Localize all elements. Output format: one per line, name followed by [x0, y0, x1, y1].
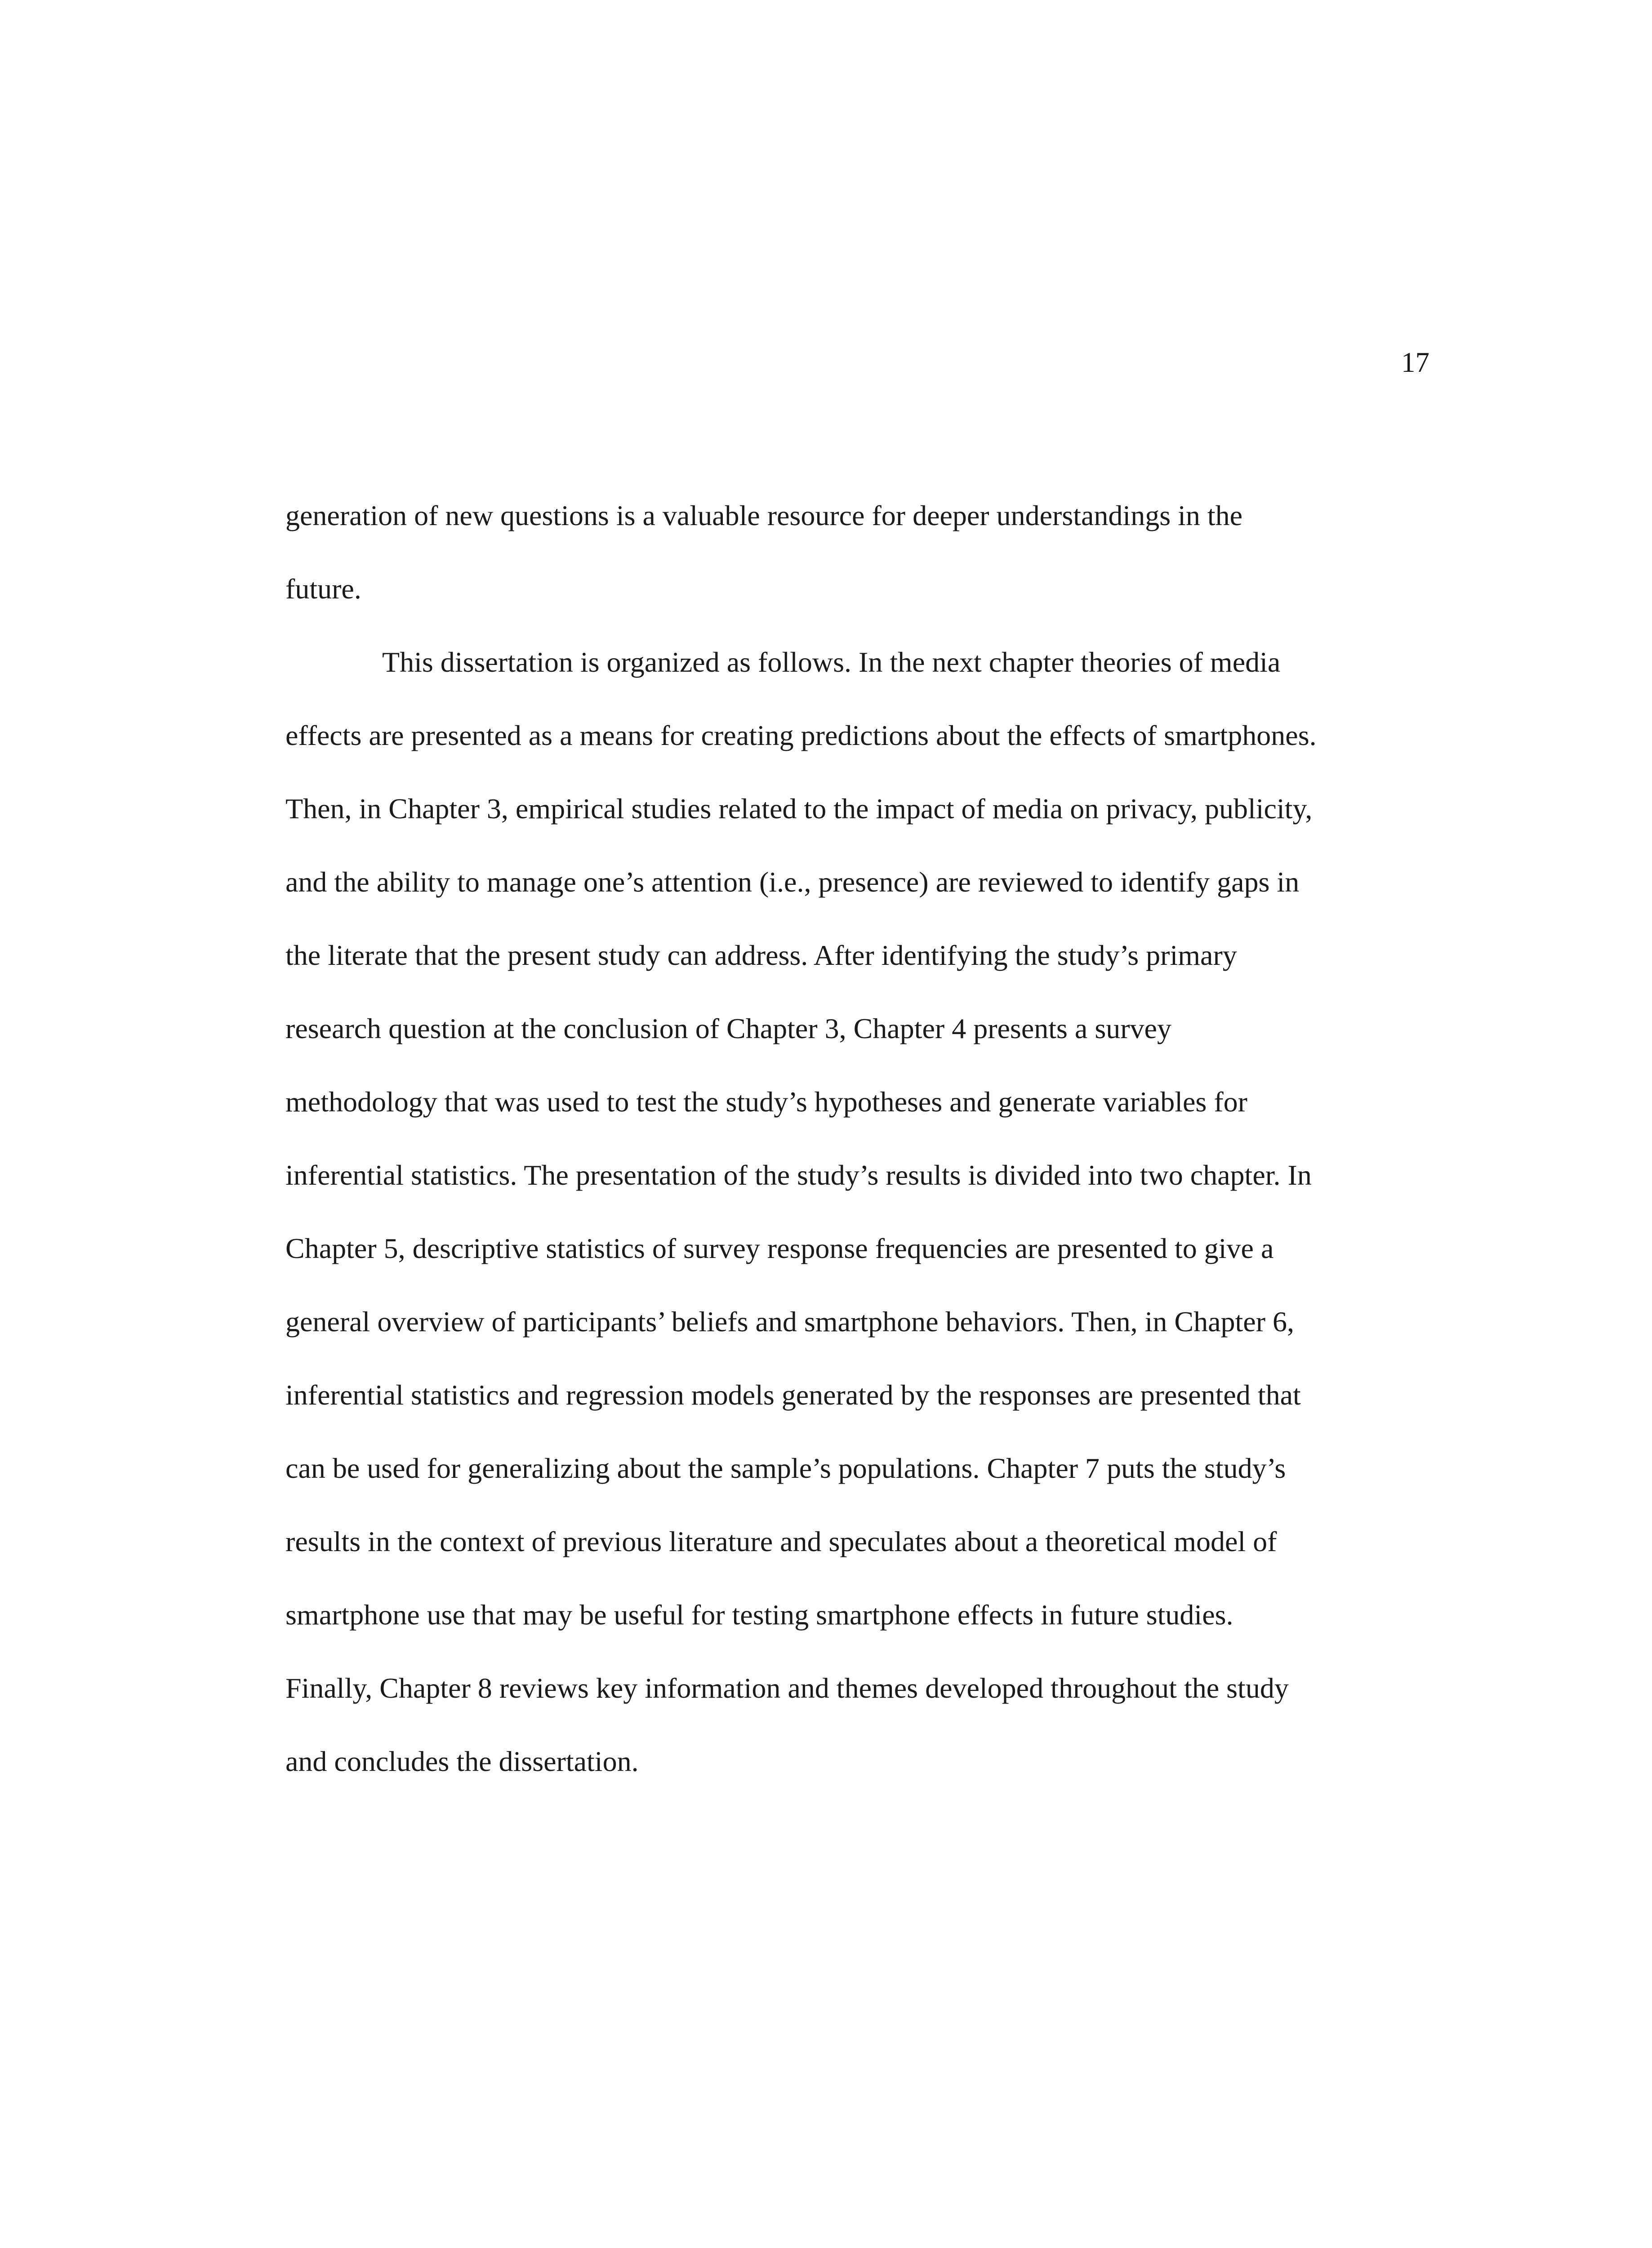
text-line: Chapter 5, descriptive statistics of survey response frequencies are presented to give a [285, 1232, 1274, 1264]
text-line: future. [285, 573, 361, 605]
text-line: and the ability to manage one’s attention (i.e., presence) are reviewed to identify gaps in [285, 866, 1300, 898]
text-line: Then, in Chapter 3, empirical studies related to the impact of media on privacy, publicity, [285, 793, 1313, 825]
text-line: smartphone use that may be useful for testing smartphone effects in future studies. [285, 1599, 1233, 1631]
paragraph-first-line: This dissertation is organized as follows. In the next chapter theories of media [382, 646, 1281, 678]
text-line: inferential statistics and regression models generated by the responses are presented that [285, 1379, 1301, 1411]
text-line: inferential statistics. The presentation of the study’s results is divided into two chapter. In [285, 1159, 1312, 1191]
body-text [285, 479, 1429, 1798]
page-number: 17 [1401, 347, 1429, 378]
text-line: general overview of participants’ beliefs and smartphone behaviors. Then, in Chapter 6, [285, 1306, 1294, 1338]
text-line: results in the context of previous literature and speculates about a theoretical model of [285, 1525, 1277, 1557]
text-line: generation of new questions is a valuable resource for deeper understandings in the [285, 500, 1243, 531]
text-line: can be used for generalizing about the sample’s populations. Chapter 7 puts the study’s [285, 1452, 1286, 1484]
text-line: effects are presented as a means for creating predictions about the effects of smartphones. [285, 719, 1317, 751]
text-line: the literate that the present study can address. After identifying the study’s primary [285, 939, 1237, 971]
text-line: research question at the conclusion of Chapter 3, Chapter 4 presents a survey [285, 1012, 1171, 1044]
text-line: methodology that was used to test the study’s hypotheses and generate variables for [285, 1086, 1247, 1118]
text-line: Finally, Chapter 8 reviews key information and themes developed throughout the study [285, 1672, 1289, 1704]
text-line: and concludes the dissertation. [285, 1745, 639, 1777]
